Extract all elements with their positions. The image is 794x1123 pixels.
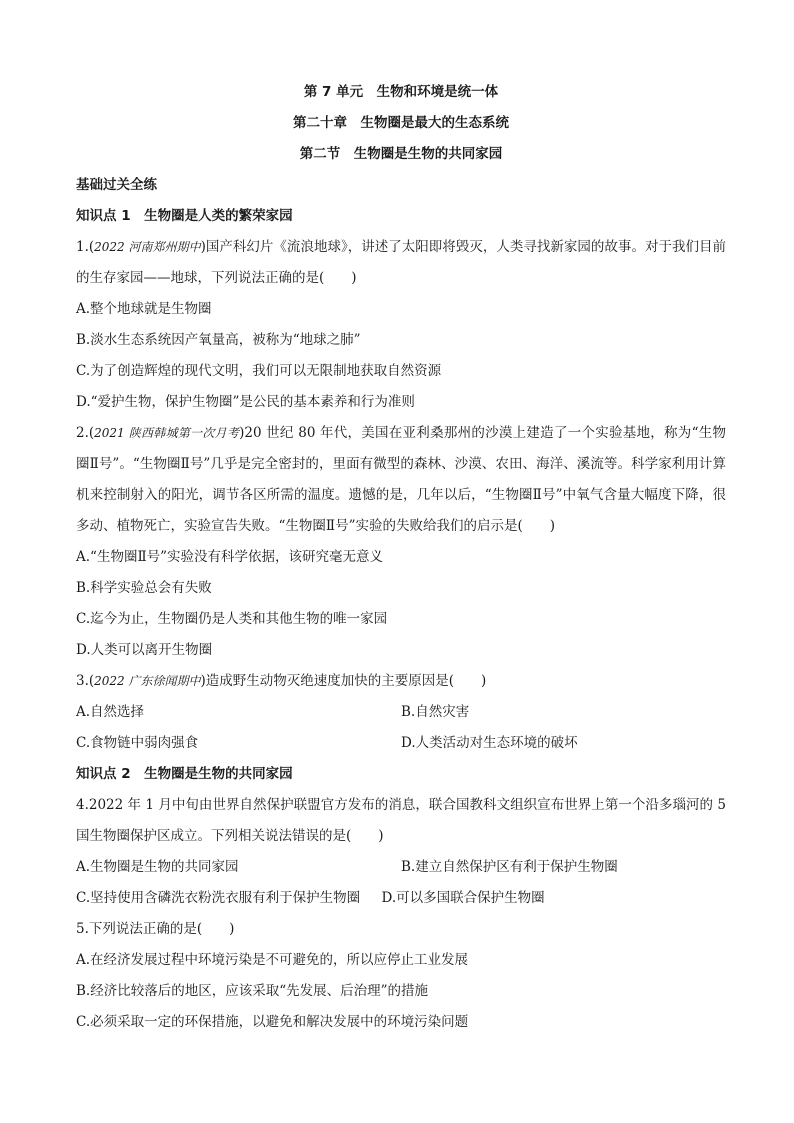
practice-heading: 基础过关全练 [76, 177, 157, 193]
question-1-source: 2022 河南郑州期中 [94, 240, 201, 254]
question-4-options-row-1 [76, 852, 726, 883]
question-2-source: 2021 陕西韩城第一次月考 [94, 426, 240, 440]
question-2-option-b: B.科学实验总会有失败 [76, 580, 212, 596]
question-1-option-c: C.为了创造辉煌的现代文明，我们可以无限制地获取自然资源 [76, 363, 442, 379]
question-2-option-a: A.“生物圈Ⅱ号”实验没有科学依据，该研究毫无意义 [76, 549, 384, 565]
knowledge-point-2: 知识点 2 生物圈是生物的共同家园 [76, 766, 293, 782]
document-content [76, 77, 726, 1038]
question-1-option-d: D.“爱护生物，保护生物圈”是公民的基本素养和行为准则 [76, 394, 415, 410]
chapter-title: 第二十章 生物圈是最大的生态系统 [293, 115, 509, 131]
question-3-options-row-1 [76, 697, 726, 728]
question-4-option-c: C.坚持使用含磷洗衣粉洗衣服有利于保护生物圈 [76, 890, 361, 906]
question-3-option-c: C.食物链中弱肉强食 [76, 735, 199, 751]
question-1-text: )国产科幻片《流浪地球》，讲述了太阳即将毁灭，人类寻找新家园的故事。对于我们目前的生存家园——地球，下列说法正确的是( ) [76, 239, 727, 286]
question-2-number: 2.( [76, 425, 95, 441]
question-1-option-a: A.整个地球就是生物圈 [76, 301, 212, 317]
question-2-text: )20 世纪 80 年代，美国在亚利桑那州的沙漠上建造了一个实验基地，称为“生物圈Ⅱ号”。“生物圈Ⅱ号”几乎是完全密封的，里面有微型的森林、沙漠、农田、海洋、溪流等。科学家利用计算机来控制射入的阳光，调节各区所需的温度。遗憾的是，几年以后，“生物圈Ⅱ号”中氧气含量大幅度下降，很多动、植物死亡，实验宣告失败。“生物圈Ⅱ号”实验的失败给我们的启示是( ) [76, 425, 727, 534]
question-5-option-a: A.在经济发展过程中环境污染是不可避免的，所以应停止工业发展 [76, 952, 469, 968]
question-2-stem [76, 418, 726, 542]
section-title: 第二节 生物圈是生物的共同家园 [299, 146, 503, 162]
question-2-option-d: D.人类可以离开生物圈 [76, 642, 213, 658]
question-3-number: 3.( [76, 673, 95, 689]
question-5-option-b: B.经济比较落后的地区，应该采取“先发展、后治理”的措施 [76, 983, 429, 999]
question-3-options-row-2 [76, 728, 726, 759]
question-3-stem [76, 666, 726, 697]
question-4-options-row-2 [76, 883, 726, 914]
question-4-stem: 4.2022 年 1 月中旬由世界自然保护联盟官方发布的消息，联合国教科文组织宣布世界上第一个沿多瑙河的 5 国生物圈保护区成立。下列相关说法错误的是( ) [76, 797, 726, 844]
question-1-number: 1.( [76, 239, 95, 255]
knowledge-point-1: 知识点 1 生物圈是人类的繁荣家园 [76, 208, 293, 224]
unit-title: 第 7 单元 生物和环境是统一体 [303, 84, 499, 100]
question-4-option-a: A.生物圈是生物的共同家园 [76, 859, 239, 875]
question-3-option-a: A.自然选择 [76, 704, 145, 720]
question-3-source: 2022 广东徐闻期中 [94, 674, 201, 688]
question-3-option-b: B.自然灾害 [401, 704, 470, 720]
question-1-stem [76, 232, 726, 294]
question-4-option-d: D.可以多国联合保护生物圈 [381, 890, 545, 906]
question-1-option-b: B.淡水生态系统因产氧量高，被称为“地球之肺” [76, 332, 361, 348]
question-5-option-c: C.必须采取一定的环保措施，以避免和解决发展中的环境污染问题 [76, 1014, 469, 1030]
question-2-option-c: C.迄今为止，生物圈仍是人类和其他生物的唯一家园 [76, 611, 388, 627]
question-3-text: )造成野生动物灭绝速度加快的主要原因是( ) [200, 673, 487, 689]
question-3-option-d: D.人类活动对生态环境的破坏 [401, 735, 578, 751]
question-5-stem: 5.下列说法正确的是( ) [76, 921, 235, 937]
question-4-option-b: B.建立自然保护区有利于保护生物圈 [401, 859, 618, 875]
